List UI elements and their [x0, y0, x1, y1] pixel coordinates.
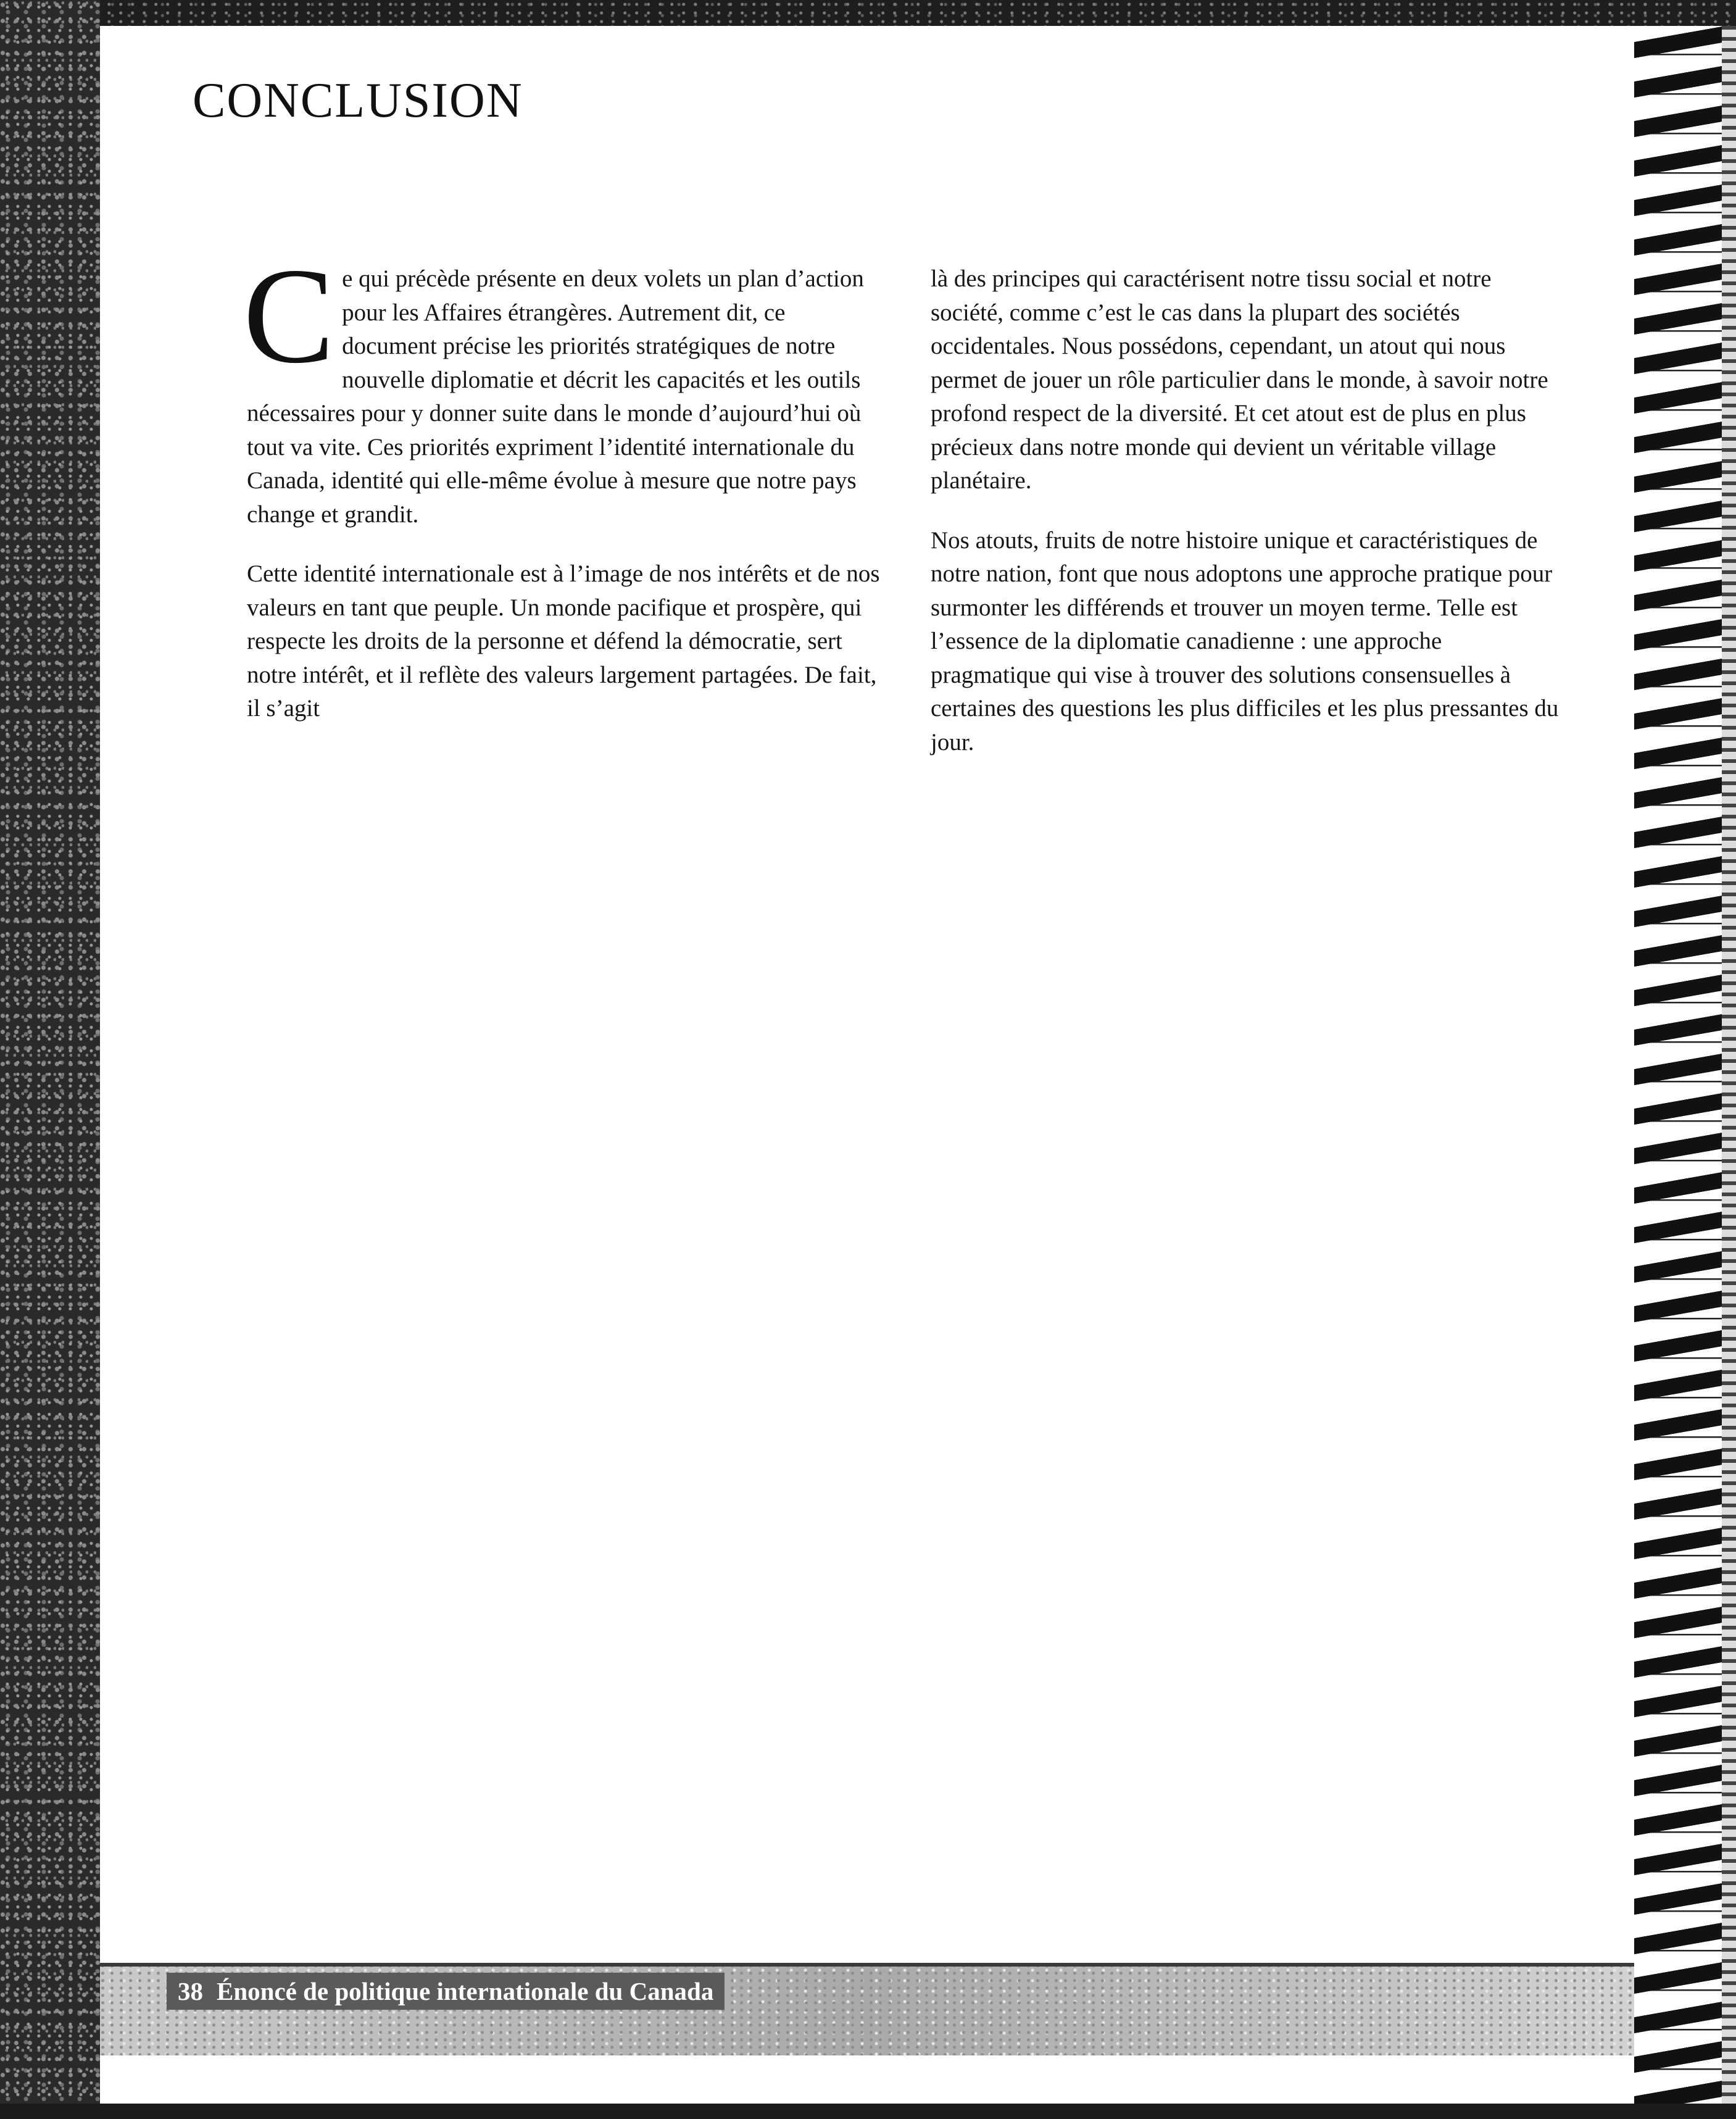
paragraph-text: e qui précède présente en deux volets un plan d’action pour les Affaires étrangères. Autrement dit, ce document précise les priorités stratégiques de notre nouvelle diplomatie et décrit les capacités et les outils nécessaires pour y donner suite dans le monde d’aujourd’hui où tout va vite. Ces priorités expriment l’identité internationale du Canada, identité qui elle-même évolue à mesure que notre pays change et grandit. [247, 265, 864, 528]
footer [167, 1973, 725, 2010]
right-column [931, 262, 1566, 785]
paragraph: là des principes qui caractérisent notre tissu social et notre société, comme c’est le cas dans la plupart des sociétés occidentales. Nous possédons, cependant, un atout qui nous permet de jouer un rôle particulier dans le monde, à savoir notre profond respect de la diversité. Et cet atout est de plus en plus précieux dans notre monde qui devient un véritable village planétaire. [931, 265, 1548, 494]
left-column [243, 240, 883, 752]
binding-texture [0, 0, 100, 2119]
scan-top-edge [0, 0, 1736, 26]
page-number: 38 [178, 1977, 203, 2005]
drop-cap: C [243, 240, 335, 392]
spiral-binding-edge [1722, 26, 1736, 2104]
paragraph: Nos atouts, fruits de notre histoire unique et caractéristiques de notre nation, font que nous adoptons une approche pratique pour surmonter les différends et trouver un moyen terme. Telle est l’essence de la diplomatie canadienne : une approche pragmatique qui vise à trouver des solutions consensuelles à certaines des questions les plus difficiles et les plus pressantes du jour. [931, 527, 1559, 756]
page-title: CONCLUSION [193, 73, 523, 128]
footer-divider [100, 1963, 1634, 1967]
scan-bottom-edge [0, 2104, 1736, 2119]
paragraph [243, 240, 883, 531]
publication-title: Énoncé de politique internationale du Canada [217, 1977, 714, 2005]
paragraph: Cette identité internationale est à l’image de nos intérêts et de nos valeurs en tant que peuple. Un monde pacifique et prospère, qui respecte les droits de la personne et défend la démocratie, sert notre intérêt, et il reflète des valeurs largement partagées. De fait, il s’agit [247, 560, 880, 722]
spiral-binding [1634, 26, 1736, 2104]
